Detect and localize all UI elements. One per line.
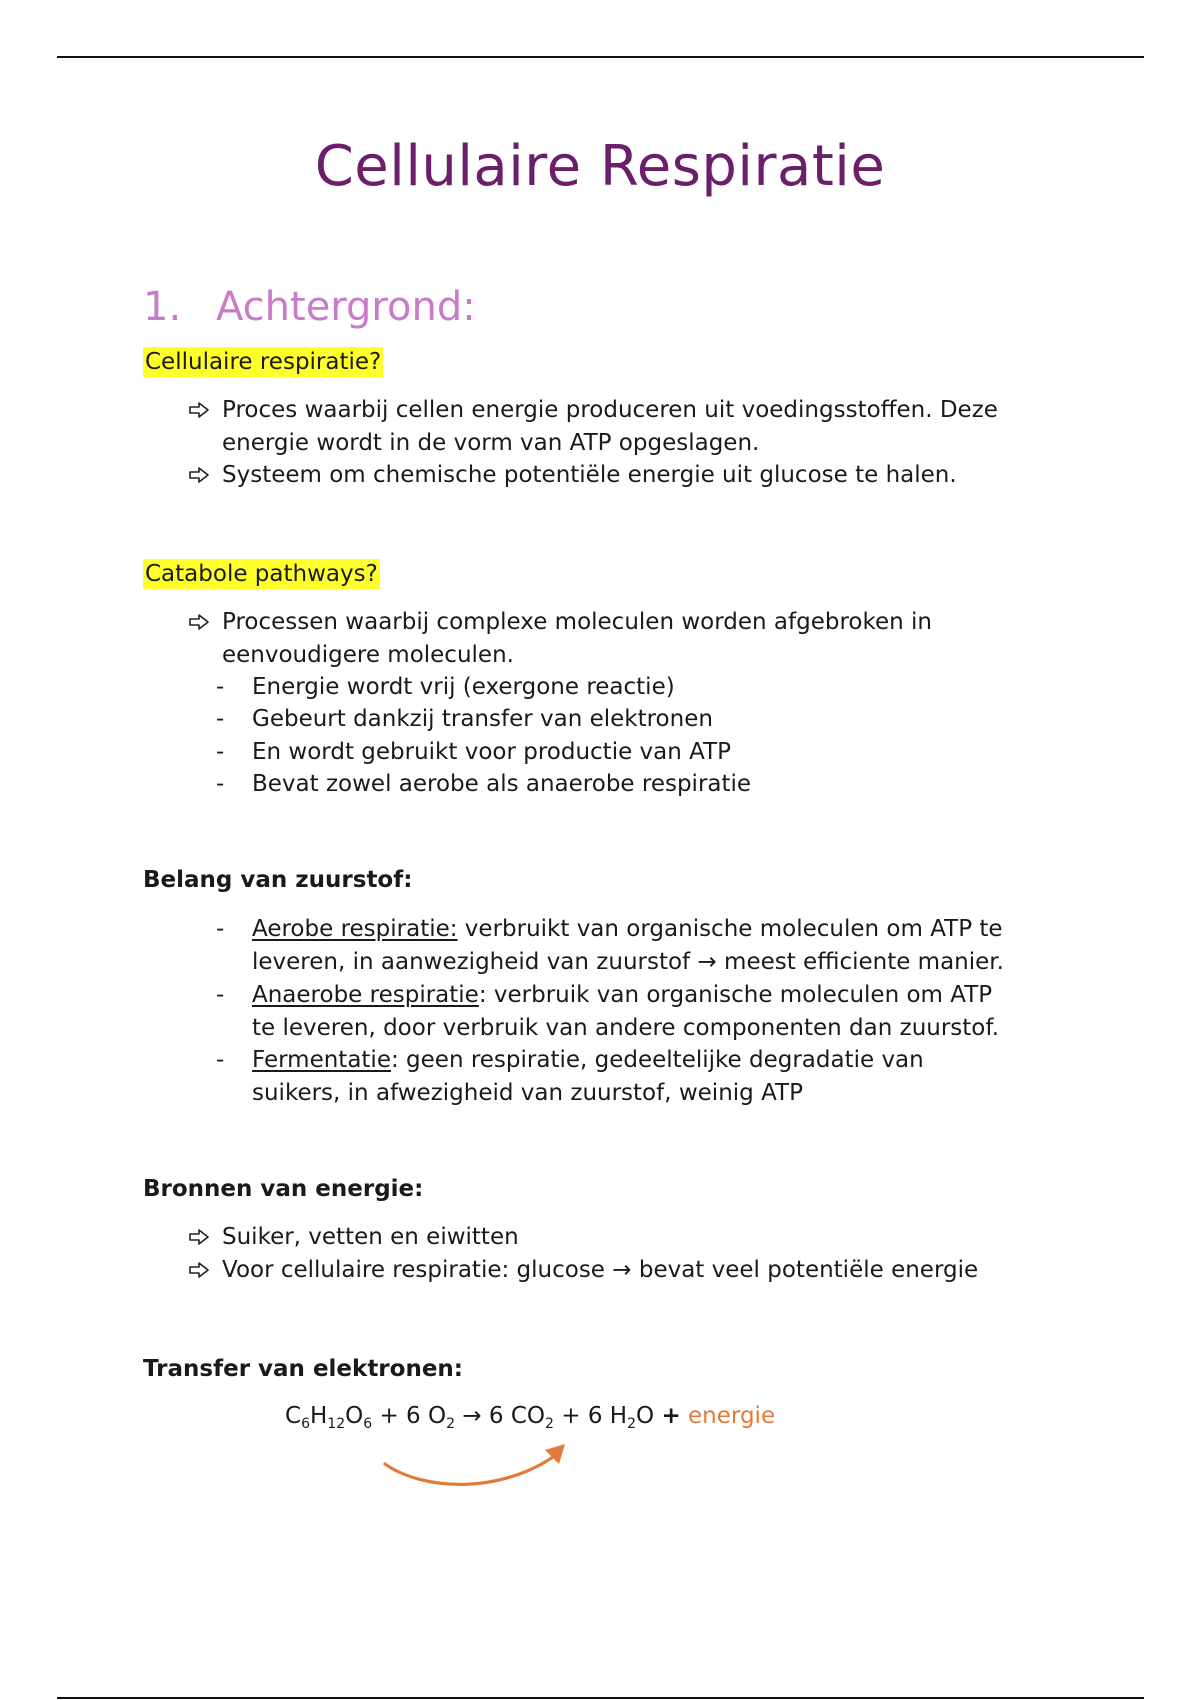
term-aerobe: Aerobe respiratie:: [252, 916, 458, 942]
list-item: - Fermentatie: geen respiratie, gedeeltelijke degradatie van suikers, in afwezigheid van zuurstof, weinig ATP: [216, 1047, 924, 1106]
respiration-equation: [285, 1400, 775, 1435]
section-title: Achtergrond:: [216, 284, 476, 330]
eq-h: H: [309, 1403, 328, 1429]
sub-list-item: - En wordt gebruikt voor productie van ATP: [216, 739, 732, 765]
eq-o: O: [345, 1403, 364, 1429]
arrow-bullet-icon: [186, 606, 214, 638]
eq-c: C: [285, 1403, 302, 1429]
list-item: - Aerobe respiratie: verbruikt van organische moleculen om ATP te leveren, in aanwezigheid van zuurstof → meest efficiente manier.: [216, 916, 1004, 975]
sub-list-item: - Bevat zowel aerobe als anaerobe respiratie: [216, 771, 752, 797]
arrow-bullet-icon: [186, 1254, 214, 1286]
term-desc-line2: te leveren, door verbruik van andere componenten dan zuurstof.: [252, 1014, 1000, 1041]
eq-sub: 12: [327, 1416, 346, 1432]
highlight-label-cellulaire-respiratie: Cellulaire respiratie?: [145, 349, 382, 375]
eq-term: → 6 CO: [455, 1403, 546, 1429]
sub-list-item: - Gebeurt dankzij transfer van elektronen: [216, 706, 713, 732]
list-item-text-line2: eenvoudigere moleculen.: [222, 641, 514, 668]
sub-list-item-text: Energie wordt vrij (exergone reactie): [252, 674, 675, 700]
eq-energie: energie: [680, 1403, 776, 1429]
top-rule: [57, 56, 1144, 58]
eq-sub: 6: [301, 1416, 310, 1432]
list-item: [186, 1221, 1066, 1254]
term-fermentatie: Fermentatie: [252, 1047, 391, 1073]
list-item-text: Proces waarbij cellen energie produceren uit voedingsstoffen. Deze energie wordt in de vorm van ATP opgeslagen.: [222, 397, 998, 456]
list-item: [186, 1254, 1066, 1287]
list-item-text: Systeem om chemische potentiële energie uit glucose te halen.: [222, 462, 957, 488]
section-heading: [143, 284, 476, 330]
page-title: Cellulaire Respiratie: [314, 134, 886, 199]
sub-list-item-text: Gebeurt dankzij transfer van elektronen: [252, 706, 713, 732]
section-number: 1.: [143, 284, 182, 330]
term-desc-line1: : geen respiratie, gedeeltelijke degradatie van: [390, 1047, 924, 1073]
eq-term: O: [636, 1403, 662, 1429]
arrow-bullet-icon: [186, 1221, 214, 1253]
eq-sub: 2: [446, 1416, 456, 1432]
eq-sub: 6: [363, 1416, 373, 1432]
eq-term: + 6 O: [372, 1403, 447, 1429]
eq-sub: 2: [627, 1416, 637, 1432]
heading-transfer-van-elektronen: Transfer van elektronen:: [143, 1356, 464, 1382]
sub-list-item-text: En wordt gebruikt voor productie van ATP: [252, 739, 732, 765]
sub-list-item: - Energie wordt vrij (exergone reactie): [216, 674, 675, 700]
eq-plus: +: [661, 1403, 681, 1429]
list-item-text: Suiker, vetten en eiwitten: [222, 1224, 519, 1250]
bottom-rule: [57, 1697, 1144, 1699]
heading-bronnen-van-energie: Bronnen van energie:: [143, 1176, 424, 1202]
eq-sub: 2: [545, 1416, 554, 1432]
list-item: [186, 459, 1066, 492]
term-desc-line2: leveren, in aanwezigheid van zuurstof → meest efficiente manier.: [252, 948, 1004, 975]
list-item-text-line1: Processen waarbij complexe moleculen worden afgebroken in: [222, 609, 932, 635]
eq-term: + 6 H: [553, 1403, 628, 1429]
sub-list-item-text: Bevat zowel aerobe als anaerobe respiratie: [252, 771, 752, 797]
term-anaerobe: Anaerobe respiratie: [252, 982, 479, 1008]
list-item: [186, 394, 1066, 459]
heading-belang-van-zuurstof: Belang van zuurstof:: [143, 867, 413, 893]
list-item: [186, 606, 1066, 671]
list-item-text: Voor cellulaire respiratie: glucose → bevat veel potentiële energie: [222, 1257, 979, 1283]
electron-transfer-curve-arrow: [375, 1440, 575, 1500]
list-item: - Anaerobe respiratie: verbruik van organische moleculen om ATP te leveren, door verbruik van andere componenten dan zuurstof.: [216, 982, 1000, 1041]
highlight-label-catabole-pathways: Catabole pathways?: [145, 561, 378, 587]
arrow-bullet-icon: [186, 394, 214, 426]
arrow-bullet-icon: [186, 459, 214, 491]
term-desc-line1: verbruikt van organische moleculen om ATP te: [457, 916, 1003, 942]
term-desc-line2: suikers, in afwezigheid van zuurstof, weinig ATP: [252, 1079, 803, 1106]
term-desc-line1: : verbruik van organische moleculen om ATP: [478, 982, 993, 1008]
